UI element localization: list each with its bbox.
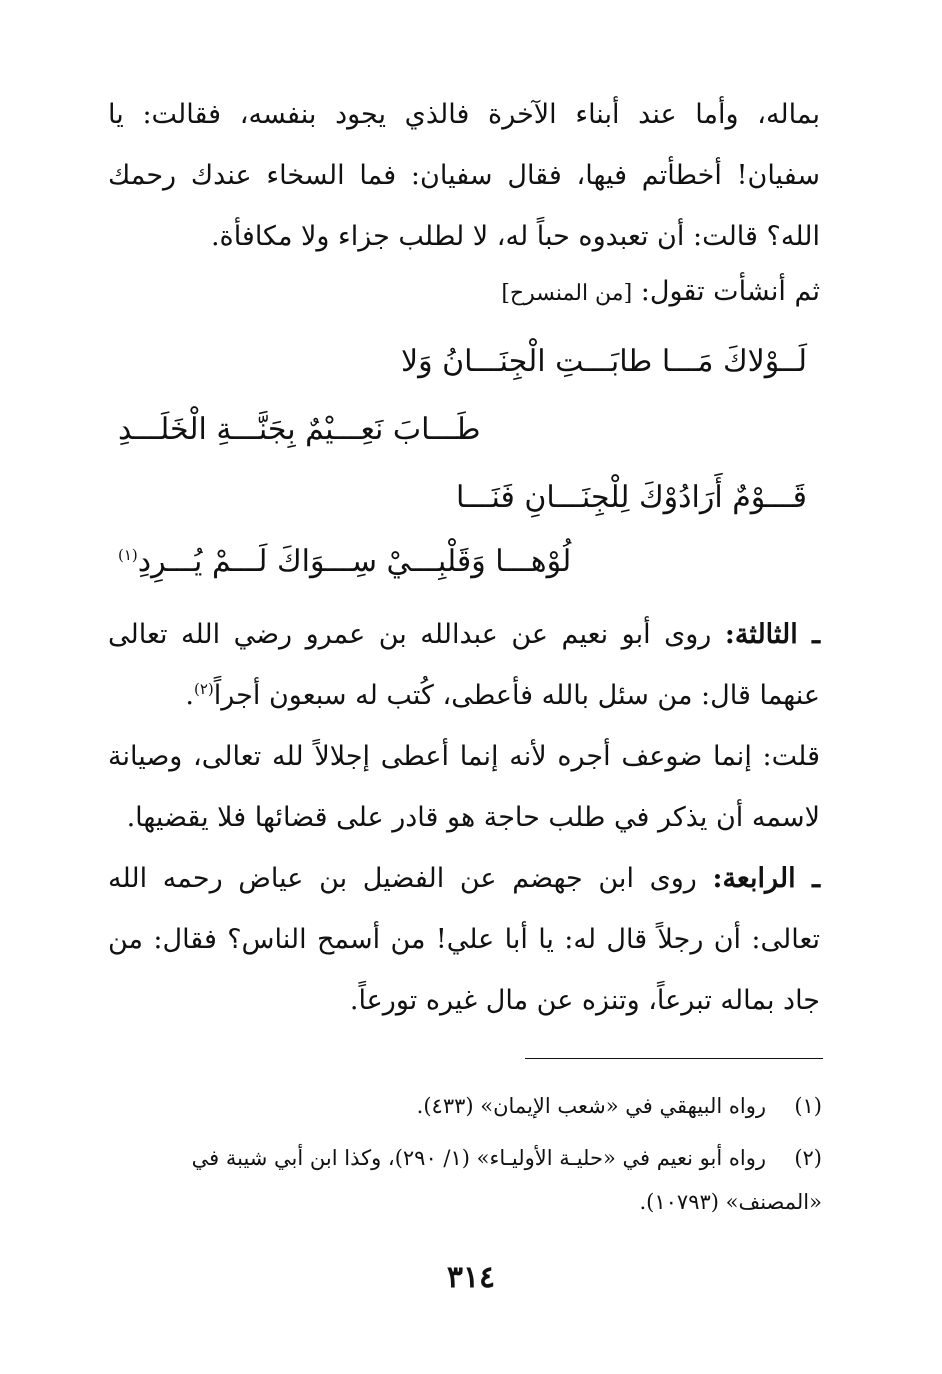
fourth-heading: ـ الرابعة:: [712, 863, 820, 894]
fourth-text: روى ابن جهضم عن الفضيل بن عياض رحمه الله تعالى: أن رجلاً قال له: يا أبا علي! من أسمح الناس؟ فقال: من جاد بماله تبرعاً، وتنزه عن مال غيره تورعاً.: [108, 863, 820, 1016]
verse-line-1: لَــوْلاكَ مَـــا طابَـــتِ الْجِنَـــانُ وَلا: [401, 344, 807, 379]
footnote-1-text: رواه البيهقي في «شعب الإيمان» (٤٣٣).: [416, 1094, 766, 1118]
footnote-1: [120, 1084, 822, 1128]
verse-line-4-text: لُوْهـــا وَقَلْبِـــيْ سِـــوَاكَ لَـــمْ يُـــرِدِ: [137, 544, 572, 579]
poem-intro: [501, 272, 820, 314]
footnote-1-number: (١): [794, 1094, 822, 1118]
paragraph-qult: قلت: إنما ضوعف أجره لأنه إنما أعطى إجلالاً لله تعالى، وصيانة لاسمه أن يذكر في طلب حاجة هو قادر على قضائها فلا يقضيها.: [108, 741, 820, 833]
verse-line-3: قَـــوْمٌ أَرَادُوْكَ لِلْجِنَـــانِ فَنَـــا: [455, 480, 807, 515]
poem-intro-text: ثم أنشأت تقول:: [640, 276, 820, 307]
third-text: روى أبو نعيم عن عبدالله بن عمرو رضي الله تعالى عنهما قال: من سئل بالله فأعطى، كُتب له سبعون أجراً: [108, 619, 820, 711]
third-heading: ـ الثالثة:: [724, 619, 820, 650]
footnote-2-number: (٢): [794, 1146, 822, 1170]
paragraph-sufyan: بماله، وأما عند أبناء الآخرة فالذي يجود بنفسه، فقالت: يا سفيان! أخطأتم فيها، فقال سفيان: فما السخاء عندك رحمك الله؟ قالت: أن تعبدوه حباً له، لا لطلب جزاء ولا مكافأة.: [108, 99, 820, 252]
footnote-divider: [525, 1058, 823, 1059]
footnote-ref-1: (١): [118, 546, 138, 564]
paragraph-third: [108, 604, 820, 726]
footnote-2: [120, 1136, 822, 1224]
poem-meter: [من المنسرح]: [501, 281, 633, 306]
verse-line-2: طَـــابَ نَعِـــيْمٌ بِجَنَّـــةِ الْخَلَـــدِ: [118, 412, 481, 447]
third-end: .: [185, 680, 194, 711]
footnote-ref-2: (٢): [193, 680, 214, 698]
paragraph-fourth: [108, 848, 820, 1031]
page-number: ٣١٤: [446, 1260, 496, 1295]
footnote-2-text: رواه أبو نعيم في «حليـة الأوليـاء» (١/ ٢٩٠)، وكذا ابن أبي شيبة في «المصنف» (١٠٧٩٣).: [191, 1146, 822, 1214]
verse-line-4: [118, 540, 571, 584]
